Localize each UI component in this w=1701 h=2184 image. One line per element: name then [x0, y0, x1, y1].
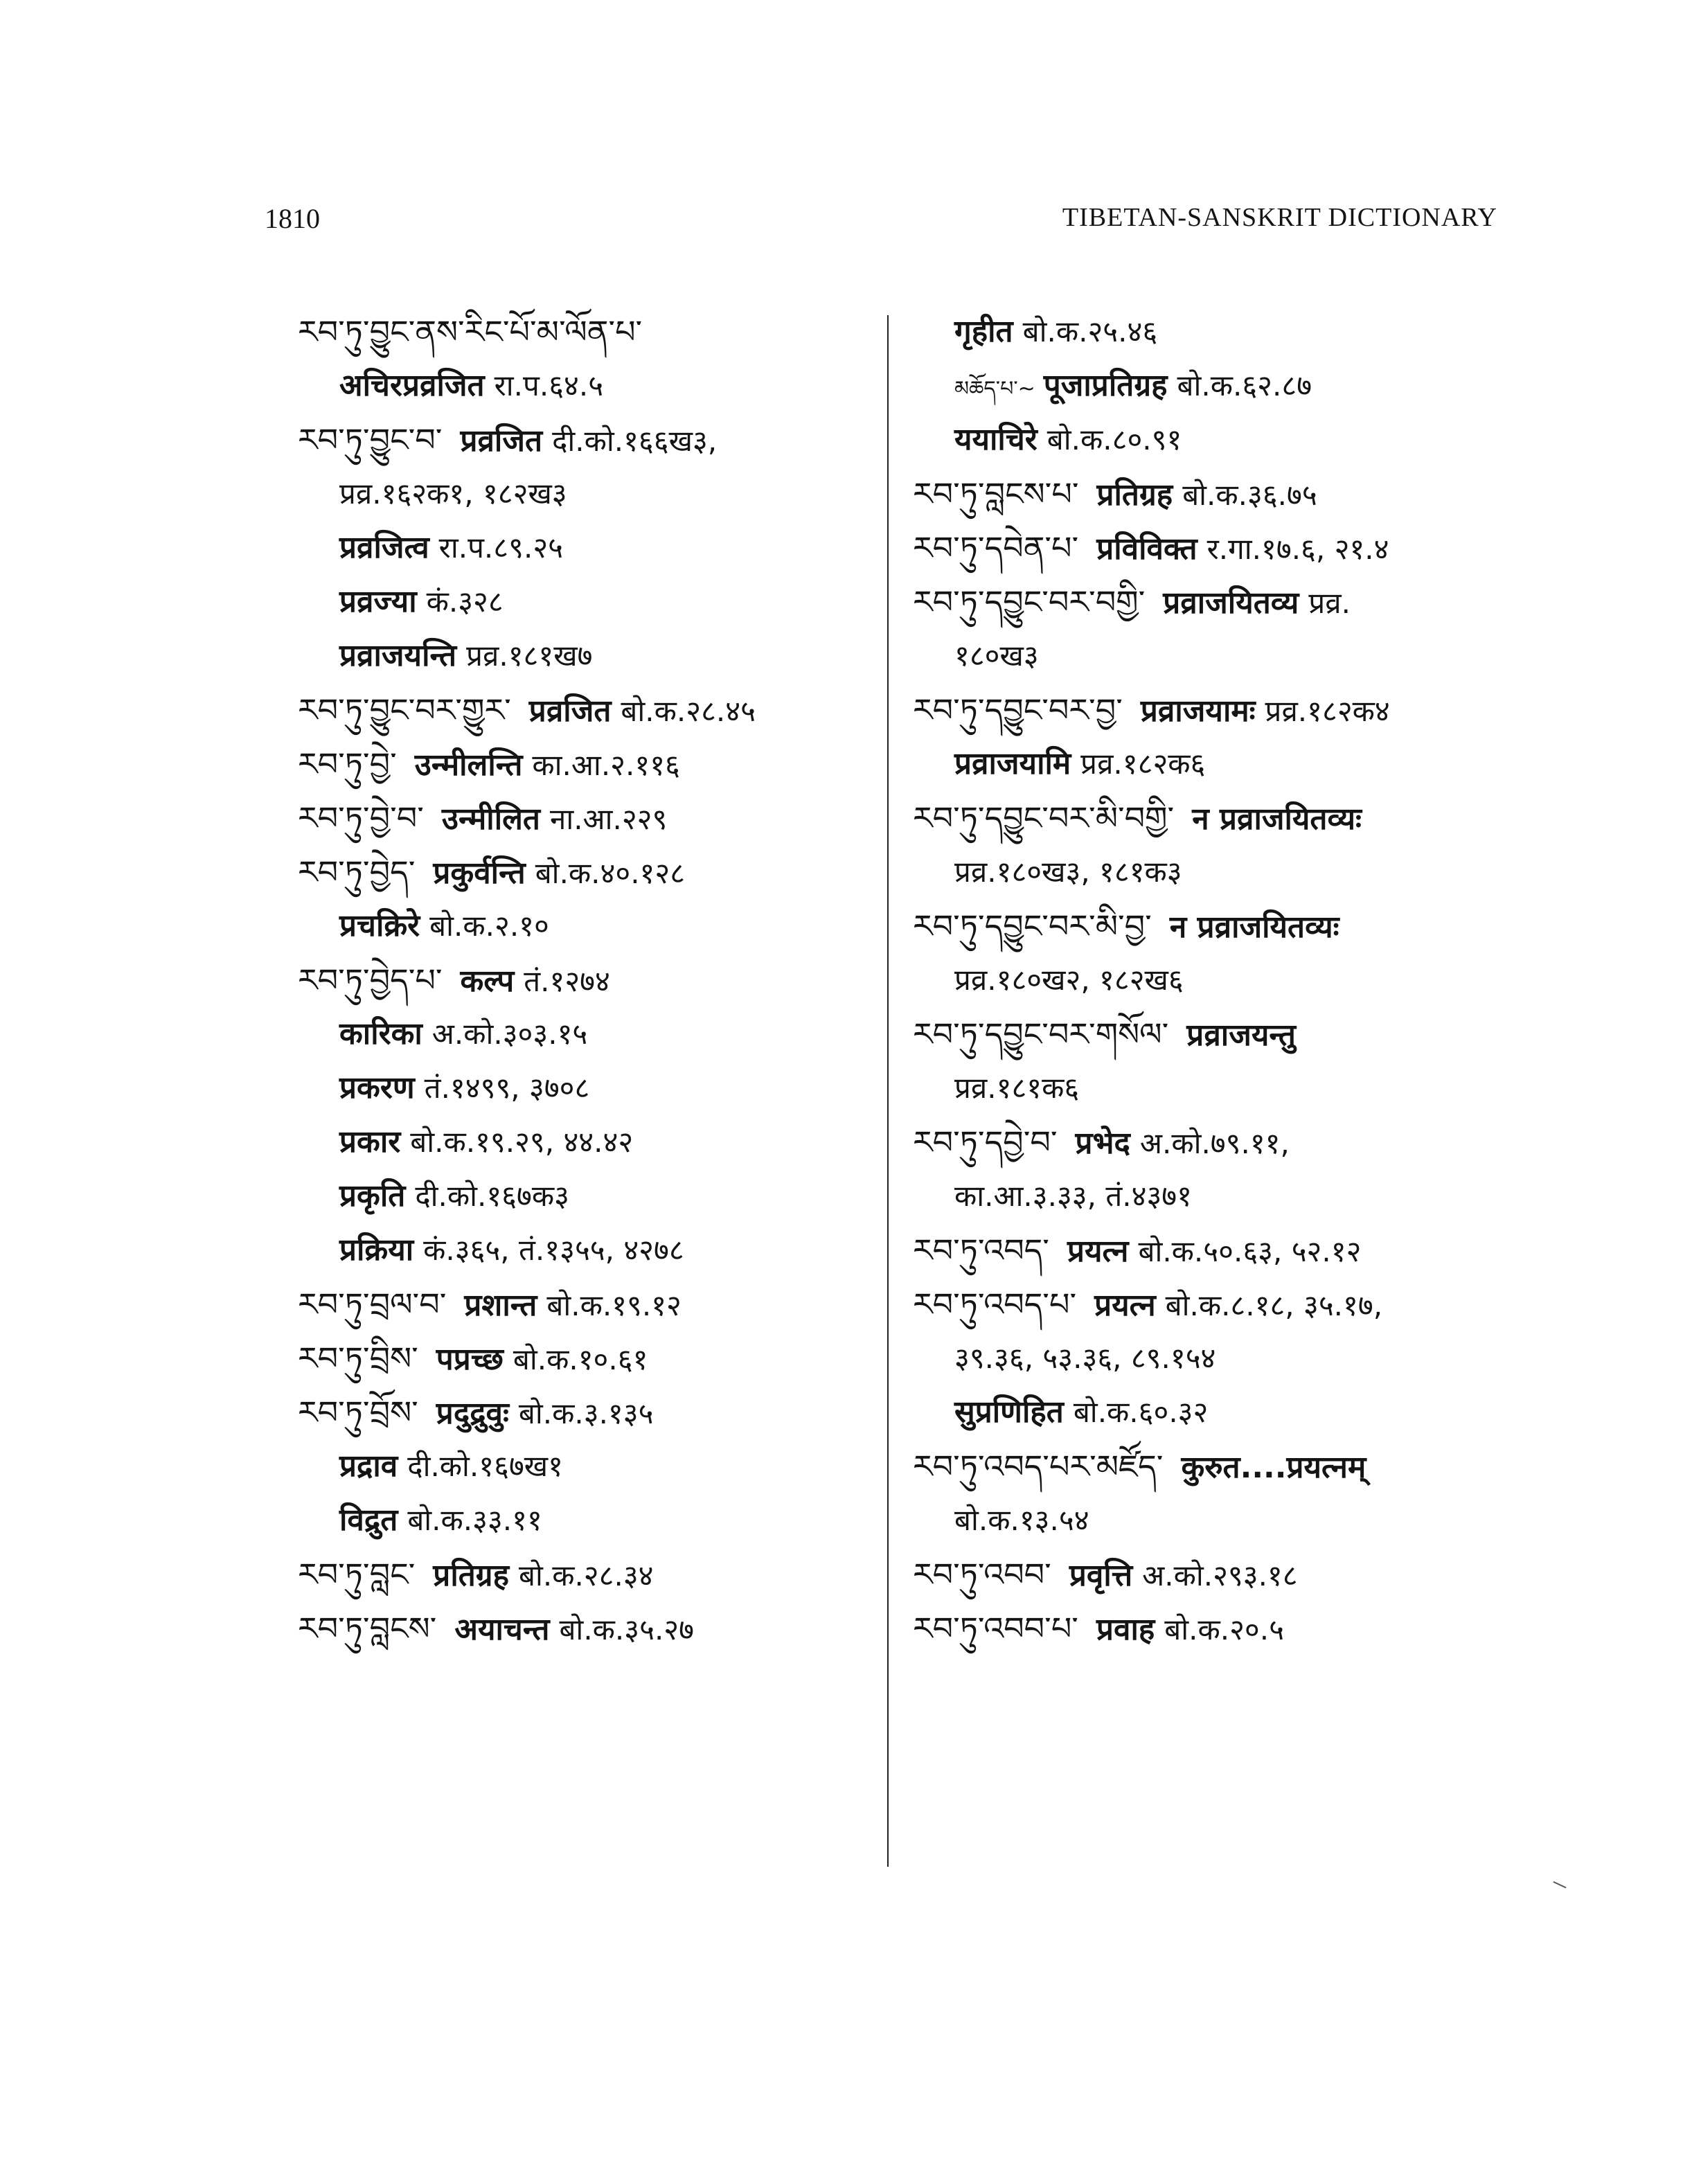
source-reference: १८०ख३	[954, 639, 1039, 673]
source-reference: प्रव्र.१८०ख२, १८२ख६	[954, 963, 1184, 997]
dictionary-line	[913, 845, 1508, 899]
sanskrit-equivalent: प्रव्रज्या	[339, 584, 417, 619]
tibetan-headword: རབ་ཏུ་དབྱུང་བར་མི་བྱ་	[913, 907, 1152, 945]
dictionary-line	[298, 791, 873, 845]
source-reference: बो.क.३५.२७	[559, 1613, 694, 1646]
dictionary-line	[913, 575, 1508, 629]
sanskrit-equivalent: अयाचन्त	[454, 1612, 550, 1647]
sanskrit-equivalent: विद्रुत	[339, 1502, 398, 1538]
left-column	[298, 305, 873, 1655]
dictionary-line	[913, 521, 1508, 575]
sanskrit-equivalent: सुप्रणिहित	[954, 1394, 1064, 1430]
source-reference: प्रव्र.	[1308, 586, 1351, 620]
sanskrit-equivalent: प्रव्राजयामः	[1140, 693, 1256, 729]
right-column	[913, 305, 1508, 1655]
sanskrit-equivalent: ययाचिरे	[954, 422, 1037, 457]
source-reference: बो.क.३६.७५	[1182, 478, 1317, 512]
source-reference: अ.को.३०३.१५	[431, 1017, 588, 1051]
dictionary-line	[913, 1061, 1508, 1115]
dictionary-line	[298, 359, 873, 413]
dictionary-line	[913, 305, 1508, 359]
tibetan-headword: རབ་ཏུ་བྱེ་བ་	[298, 799, 424, 837]
source-reference: रा.प.६४.५	[494, 369, 604, 402]
tibetan-headword: རབ་ཏུ་དབྱེ་བ་	[913, 1124, 1058, 1161]
sanskrit-equivalent: पूजाप्रतिग्रह	[1043, 368, 1168, 403]
entry-prefix: མཆོད་པ་~	[954, 377, 1035, 401]
tibetan-headword: རབ་ཏུ་དབྱུང་བར་བྱ་	[913, 691, 1123, 729]
sanskrit-equivalent: अचिरप्रव्रजित	[339, 368, 485, 403]
sanskrit-equivalent: प्रव्राजयामि	[954, 746, 1071, 781]
source-reference: रा.प.८९.२५	[438, 531, 563, 565]
dictionary-line	[913, 1007, 1508, 1061]
source-reference: बो.क.२०.५	[1164, 1613, 1284, 1646]
source-reference: र.गा.१७.६, २१.४	[1206, 532, 1389, 566]
dictionary-line	[913, 1277, 1508, 1331]
sanskrit-equivalent: प्रचक्रिरे	[339, 908, 420, 943]
tibetan-headword: རབ་ཏུ་བྱུང་བར་གྱུར་	[298, 691, 511, 729]
source-reference: बो.क.१९.२९, ४४.४२	[410, 1125, 634, 1159]
source-reference: बो.क.२.१०	[429, 909, 549, 943]
source-reference: बो.क.५०.६३, ५२.१२	[1138, 1234, 1362, 1268]
column-divider	[887, 315, 889, 1867]
source-reference: बो.क.४०.१२८	[535, 856, 686, 890]
dictionary-line	[298, 899, 873, 953]
dictionary-line	[913, 629, 1508, 683]
dictionary-line	[298, 1601, 873, 1655]
sanskrit-equivalent: प्रविविक्त	[1096, 531, 1197, 567]
dictionary-line	[913, 359, 1508, 413]
tibetan-headword: རབ་ཏུ་དབྱུང་བར་གསོལ་	[913, 1015, 1169, 1053]
sanskrit-equivalent: प्रतिग्रह	[1096, 477, 1173, 513]
dictionary-line	[298, 1061, 873, 1115]
source-reference: बो.क.२८.३४	[518, 1559, 654, 1592]
source-reference: बो.क.८०.९१	[1047, 423, 1182, 456]
tibetan-headword: རབ་ཏུ་བླངས་པ་	[913, 475, 1079, 513]
tibetan-headword: རབ་ཏུ་འབབ་པ་	[913, 1610, 1078, 1647]
sanskrit-equivalent: प्रकरण	[339, 1070, 415, 1106]
tibetan-headword: རབ་ཏུ་འབད་	[913, 1232, 1049, 1269]
dictionary-line	[298, 953, 873, 1007]
source-reference: कं.३२८	[426, 585, 504, 619]
sanskrit-equivalent: प्रव्रजित	[528, 693, 612, 729]
dictionary-line	[298, 629, 873, 683]
sanskrit-equivalent: प्रतिग्रह	[433, 1558, 509, 1593]
dictionary-line	[298, 1007, 873, 1061]
dictionary-line	[913, 683, 1508, 737]
tibetan-headword: རབ་ཏུ་དབྱུང་བར་མི་བགྱི་	[913, 799, 1175, 837]
dictionary-line	[913, 1439, 1508, 1493]
tibetan-headword: རབ་ཏུ་བླངས་	[298, 1610, 437, 1647]
dictionary-line	[913, 791, 1508, 845]
tibetan-headword: རབ་ཏུ་འབད་པ་	[913, 1286, 1077, 1323]
sanskrit-equivalent: प्रद्राव	[339, 1448, 398, 1484]
source-reference: बो.क.२५.४६	[1022, 314, 1158, 348]
dictionary-line	[298, 305, 873, 359]
sanskrit-equivalent: प्रकृति	[339, 1178, 406, 1214]
sanskrit-equivalent: कुरुत....प्रयत्नम्	[1181, 1450, 1366, 1485]
dictionary-line	[298, 737, 873, 791]
dictionary-line	[913, 899, 1508, 953]
dictionary-line	[298, 1223, 873, 1277]
sanskrit-equivalent: प्रव्राजयितव्य	[1163, 585, 1299, 621]
dictionary-line	[298, 1439, 873, 1493]
source-reference: बो.क.६०.३२	[1073, 1395, 1209, 1429]
source-reference: तं.१२७४	[524, 964, 610, 998]
source-reference: बो.क.२८.४५	[621, 694, 756, 728]
tibetan-headword: རབ་ཏུ་བྲིས་	[298, 1340, 418, 1377]
dictionary-line	[913, 1169, 1508, 1223]
source-reference: तं.१४९९, ३७०८	[424, 1071, 590, 1105]
tibetan-headword: རབ་ཏུ་དབྱུང་བར་བགྱི་	[913, 583, 1146, 621]
sanskrit-equivalent: पप्रच्छ	[436, 1342, 504, 1377]
sanskrit-equivalent: प्रकुर्वन्ति	[433, 855, 526, 891]
source-reference: प्रव्र.१८२क४	[1265, 694, 1390, 728]
tibetan-headword: རབ་ཏུ་བྱེད་	[298, 853, 416, 891]
source-reference: प्रव्र.१६२क१, १८२ख३	[339, 477, 567, 511]
sanskrit-equivalent: प्रव्राजयन्ति	[339, 638, 457, 673]
tibetan-headword: རབ་ཏུ་བྱེ་	[298, 745, 397, 783]
dictionary-line	[298, 1115, 873, 1169]
running-title: TIBETAN-SANSKRIT DICTIONARY	[1062, 203, 1497, 232]
dictionary-line	[298, 1547, 873, 1601]
sanskrit-equivalent: न प्रव्राजयितव्यः	[1192, 801, 1362, 837]
source-reference: बो.क.१९.१२	[546, 1288, 682, 1322]
source-reference: ना.आ.२२९	[550, 802, 668, 836]
dictionary-line	[298, 575, 873, 629]
tibetan-headword: རབ་ཏུ་བླང་	[298, 1556, 416, 1593]
dictionary-line	[298, 1385, 873, 1439]
source-reference: दी.को.१६६ख३,	[552, 424, 718, 458]
tibetan-headword: རབ་ཏུ་བྲོས་	[298, 1394, 418, 1431]
dictionary-line	[913, 953, 1508, 1007]
dictionary-line	[298, 1277, 873, 1331]
sanskrit-equivalent: कल्प	[460, 964, 515, 999]
dictionary-line	[913, 1547, 1508, 1601]
tibetan-headword: རབ་ཏུ་བྱུང་ནས་རིང་པོ་མ་ལོན་པ་	[298, 313, 643, 350]
page-number: 1810	[265, 203, 320, 234]
dictionary-line	[298, 467, 873, 521]
tibetan-headword: རབ་ཏུ་འབད་པར་མཛོད་	[913, 1448, 1164, 1485]
source-reference: दी.को.१६७ख१	[407, 1449, 563, 1483]
source-reference: प्रव्र.१८१ख७	[466, 639, 593, 673]
sanskrit-equivalent: प्रयत्न	[1094, 1288, 1156, 1323]
source-reference: बो.क.८.१८, ३५.१७,	[1165, 1288, 1383, 1322]
dictionary-line	[913, 1601, 1508, 1655]
source-reference: का.आ.३.३३, तं.४३७१	[954, 1179, 1192, 1213]
sanskrit-equivalent: उन्मीलित	[441, 801, 541, 837]
tibetan-headword: རབ་ཏུ་འབབ་	[913, 1556, 1051, 1593]
source-reference: प्रव्र.१८१क६	[954, 1071, 1080, 1105]
tibetan-headword: རབ་ཏུ་དབེན་པ་	[913, 529, 1079, 567]
dictionary-line	[298, 413, 873, 467]
page-header	[265, 202, 1497, 244]
sanskrit-equivalent: प्रवाह	[1096, 1612, 1155, 1647]
source-reference: प्रव्र.१८०ख३, १८१क३	[954, 855, 1182, 889]
dictionary-line	[298, 521, 873, 575]
source-reference: कं.३६५, तं.१३५५, ४२७८	[423, 1233, 684, 1267]
source-reference: बो.क.१०.६१	[513, 1342, 648, 1376]
sanskrit-equivalent: न प्रव्राजयितव्यः	[1169, 909, 1339, 945]
sanskrit-equivalent: प्रकार	[339, 1124, 401, 1160]
tibetan-headword: རབ་ཏུ་བྱེད་པ་	[298, 961, 443, 999]
dictionary-line	[913, 1223, 1508, 1277]
dictionary-line	[298, 683, 873, 737]
tibetan-headword: རབ་ཏུ་བྱུང་བ་	[298, 421, 443, 459]
sanskrit-equivalent: प्रशान्त	[464, 1288, 537, 1323]
source-reference: ३९.३६, ५३.३६, ८९.१५४	[954, 1341, 1216, 1375]
dictionary-line	[913, 1385, 1508, 1439]
sanskrit-equivalent: प्रव्रजित	[460, 423, 543, 459]
source-reference: बो.क.६२.८७	[1177, 369, 1312, 402]
source-reference: अ.को.७९.११,	[1139, 1126, 1290, 1160]
dictionary-line	[913, 467, 1508, 521]
dictionary-line	[298, 1331, 873, 1385]
source-reference: बो.क.१३.५४	[954, 1503, 1089, 1537]
source-reference: बो.क.३.१३५	[518, 1396, 654, 1430]
sanskrit-equivalent: कारिका	[339, 1016, 422, 1051]
dictionary-line	[913, 1115, 1508, 1169]
dictionary-line	[298, 845, 873, 899]
source-reference: का.आ.२.११६	[532, 748, 680, 782]
sanskrit-equivalent: प्रक्रिया	[339, 1232, 414, 1268]
dictionary-line	[913, 1493, 1508, 1547]
source-reference: बो.क.३३.११	[407, 1503, 542, 1537]
tibetan-headword: རབ་ཏུ་བྲལ་བ་	[298, 1286, 447, 1323]
stray-mark	[1553, 1881, 1567, 1888]
dictionary-line	[298, 1169, 873, 1223]
sanskrit-equivalent: प्रव्रजित्व	[339, 530, 429, 565]
source-reference: अ.को.२९३.१८	[1142, 1559, 1298, 1592]
source-reference: दी.को.१६७क३	[415, 1179, 569, 1213]
sanskrit-equivalent: प्रवृत्ति	[1069, 1558, 1133, 1593]
sanskrit-equivalent: उन्मीलन्ति	[414, 747, 523, 783]
sanskrit-equivalent: प्रदुद्रुवुः	[436, 1396, 509, 1431]
dictionary-line	[913, 1331, 1508, 1385]
dictionary-line	[913, 737, 1508, 791]
sanskrit-equivalent: गृहीत	[954, 314, 1013, 349]
sanskrit-equivalent: प्रयत्न	[1067, 1234, 1129, 1269]
dictionary-line	[298, 1493, 873, 1547]
sanskrit-equivalent: प्रभेद	[1075, 1126, 1130, 1161]
source-reference: प्रव्र.१८२क६	[1080, 747, 1206, 781]
sanskrit-equivalent: प्रव्राजयन्तु	[1186, 1018, 1296, 1053]
dictionary-line	[913, 413, 1508, 467]
